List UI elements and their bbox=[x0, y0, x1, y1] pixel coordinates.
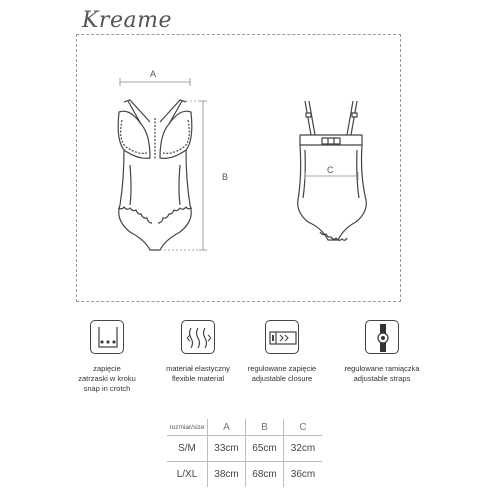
size-cell: L/XL bbox=[167, 462, 208, 488]
adjustable-strap-icon bbox=[365, 320, 399, 354]
size-cell: 36cm bbox=[290, 469, 316, 480]
feature-4-label-en: adjustable straps bbox=[353, 374, 411, 383]
size-header-size: rozmiar/size bbox=[167, 419, 208, 436]
size-header-c: C bbox=[284, 419, 323, 436]
feature-3-label-pl: regulowane zapięcie bbox=[247, 364, 317, 373]
size-cell: 68cm bbox=[246, 462, 284, 488]
front-view-drawing bbox=[118, 100, 192, 250]
measure-a-label: A bbox=[150, 69, 157, 79]
feature-4-label-pl: regulowane ramiączka bbox=[344, 364, 420, 373]
feature-1-label-pl: zapięcie bbox=[93, 364, 121, 373]
size-table bbox=[167, 419, 322, 487]
elastic-material-icon bbox=[181, 320, 215, 354]
measure-c-label: C bbox=[327, 165, 334, 175]
table-row bbox=[167, 462, 322, 488]
size-header-b: B bbox=[246, 419, 284, 436]
size-cell: 38cm bbox=[208, 462, 246, 488]
table-row bbox=[167, 436, 322, 462]
feature-adjustable-straps bbox=[328, 320, 436, 384]
size-cell: 32cm bbox=[284, 436, 323, 462]
size-cell: S/M bbox=[167, 436, 208, 462]
feature-2-label-pl: materiał elastyczny bbox=[166, 364, 230, 373]
size-header-a: A bbox=[208, 419, 246, 436]
size-table-header bbox=[167, 419, 322, 436]
hook-closure-icon bbox=[265, 320, 299, 354]
brand-logo: Kreame bbox=[82, 8, 172, 33]
measure-b-label: B bbox=[222, 172, 229, 182]
snap-closure-icon bbox=[90, 320, 124, 354]
feature-adjustable-closure bbox=[228, 320, 336, 384]
feature-1-label-en: snap in crotch bbox=[83, 384, 131, 393]
feature-1-label-pl2: zatrzaski w kroku bbox=[78, 374, 136, 383]
feature-2-label-en: flexible material bbox=[171, 374, 225, 383]
feature-3-label-en: adjustable closure bbox=[251, 374, 313, 383]
size-cell: 65cm bbox=[246, 436, 284, 462]
size-cell: 33cm bbox=[208, 436, 246, 462]
